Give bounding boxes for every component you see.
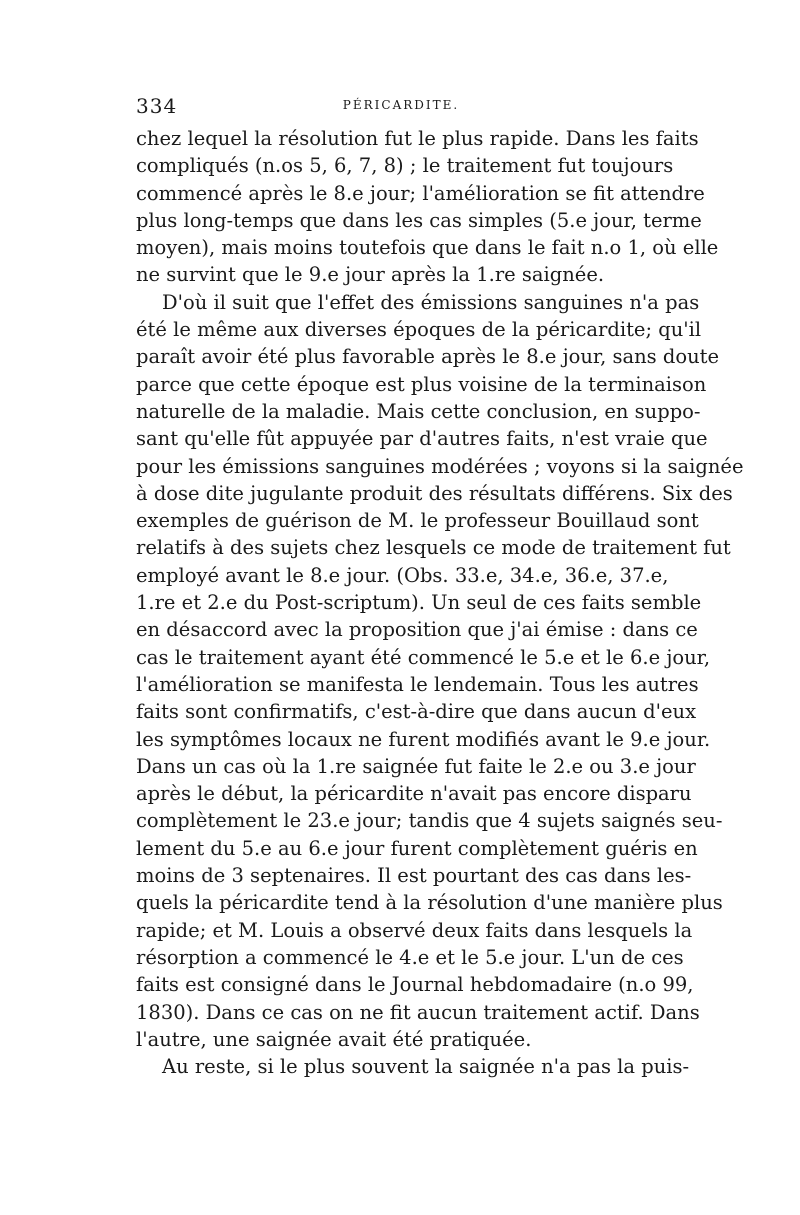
- text-line: chez lequel la résolution fut le plus rapide. Dans les faits: [136, 127, 699, 150]
- text-line: en désaccord avec la proposition que j'ai émise : dans ce: [136, 618, 698, 642]
- text-line: été le même aux diverses époques de la péricardite; qu'il: [136, 318, 702, 342]
- text-line: après le début, la péricardite n'avait pas encore disparu: [136, 782, 692, 806]
- text-line: faits sont confirmatifs, c'est-à-dire que dans aucun d'eux: [136, 700, 697, 724]
- page-number: 334: [136, 94, 178, 118]
- text-line: moyen), mais moins toutefois que dans le fait n.o 1, où elle: [136, 236, 719, 260]
- text-line: pour les émissions sanguines modérées ; voyons si la saignée: [136, 454, 744, 478]
- text-line: D'où il suit que l'effet des émissions sanguines n'a pas: [162, 290, 700, 314]
- text-line: rapide; et M. Louis a observé deux faits dans lesquels la: [136, 918, 693, 942]
- text-line: naturelle de la maladie. Mais cette conclusion, en suppo-: [136, 399, 701, 423]
- text-line: moins de 3 septenaires. Il est pourtant des cas dans les-: [136, 864, 692, 888]
- text-line: employé avant le 8.e jour. (Obs. 33.e, 34.e, 36.e, 37.e,: [136, 563, 669, 587]
- text-line: résorption a commencé le 4.e et le 5.e jour. L'un de ces: [136, 945, 684, 969]
- text-line: 1830). Dans ce cas on ne fit aucun traitement actif. Dans: [136, 1000, 700, 1024]
- text-line: complètement le 23.e jour; tandis que 4 sujets saignés seu-: [136, 809, 723, 833]
- text-line: compliqués (n.os 5, 6, 7, 8) ; le traitement fut toujours: [136, 154, 674, 178]
- text-line: à dose dite jugulante produit des résultats différens. Six des: [136, 481, 733, 505]
- text-line: parce que cette époque est plus voisine de la terminaison: [136, 372, 707, 396]
- text-line: cas le traitement ayant été commencé le 5.e et le 6.e jour,: [136, 645, 711, 669]
- text-line: 1.re et 2.e du Post-scriptum). Un seul de ces faits semble: [136, 591, 702, 615]
- text-line: exemples de guérison de M. le professeur Bouillaud sont: [136, 509, 699, 533]
- text-line: relatifs à des sujets chez lesquels ce mode de traitement fut: [136, 536, 731, 560]
- text-line: ne survint que le 9.e jour après la 1.re saignée.: [136, 263, 605, 287]
- text-line: lement du 5.e au 6.e jour furent complètement guéris en: [136, 836, 698, 860]
- text-line: plus long-temps que dans les cas simples (5.e jour, terme: [136, 208, 702, 232]
- running-header: [136, 94, 666, 120]
- text-line: les symptômes locaux ne furent modifiés avant le 9.e jour.: [136, 727, 711, 751]
- text-line: paraît avoir été plus favorable après le 8.e jour, sans doute: [136, 345, 720, 369]
- text-line: l'amélioration se manifesta le lendemain. Tous les autres: [136, 672, 699, 696]
- text-line: Dans un cas où la 1.re saignée fut faite le 2.e ou 3.e jour: [136, 754, 696, 778]
- text-line: faits est consigné dans le Journal hebdomadaire (n.o 99,: [136, 973, 694, 997]
- running-title: PÉRICARDITE.: [342, 98, 460, 112]
- body-text: [136, 125, 744, 1080]
- text-line: sant qu'elle fût appuyée par d'autres faits, n'est vraie que: [136, 427, 708, 451]
- text-line: l'autre, une saignée avait été pratiquée.: [136, 1027, 532, 1051]
- text-line: commencé après le 8.e jour; l'amélioration se fit attendre: [136, 181, 705, 205]
- text-line: quels la péricardite tend à la résolution d'une manière plus: [136, 891, 723, 915]
- text-line: Au reste, si le plus souvent la saignée n'a pas la puis-: [162, 1055, 690, 1079]
